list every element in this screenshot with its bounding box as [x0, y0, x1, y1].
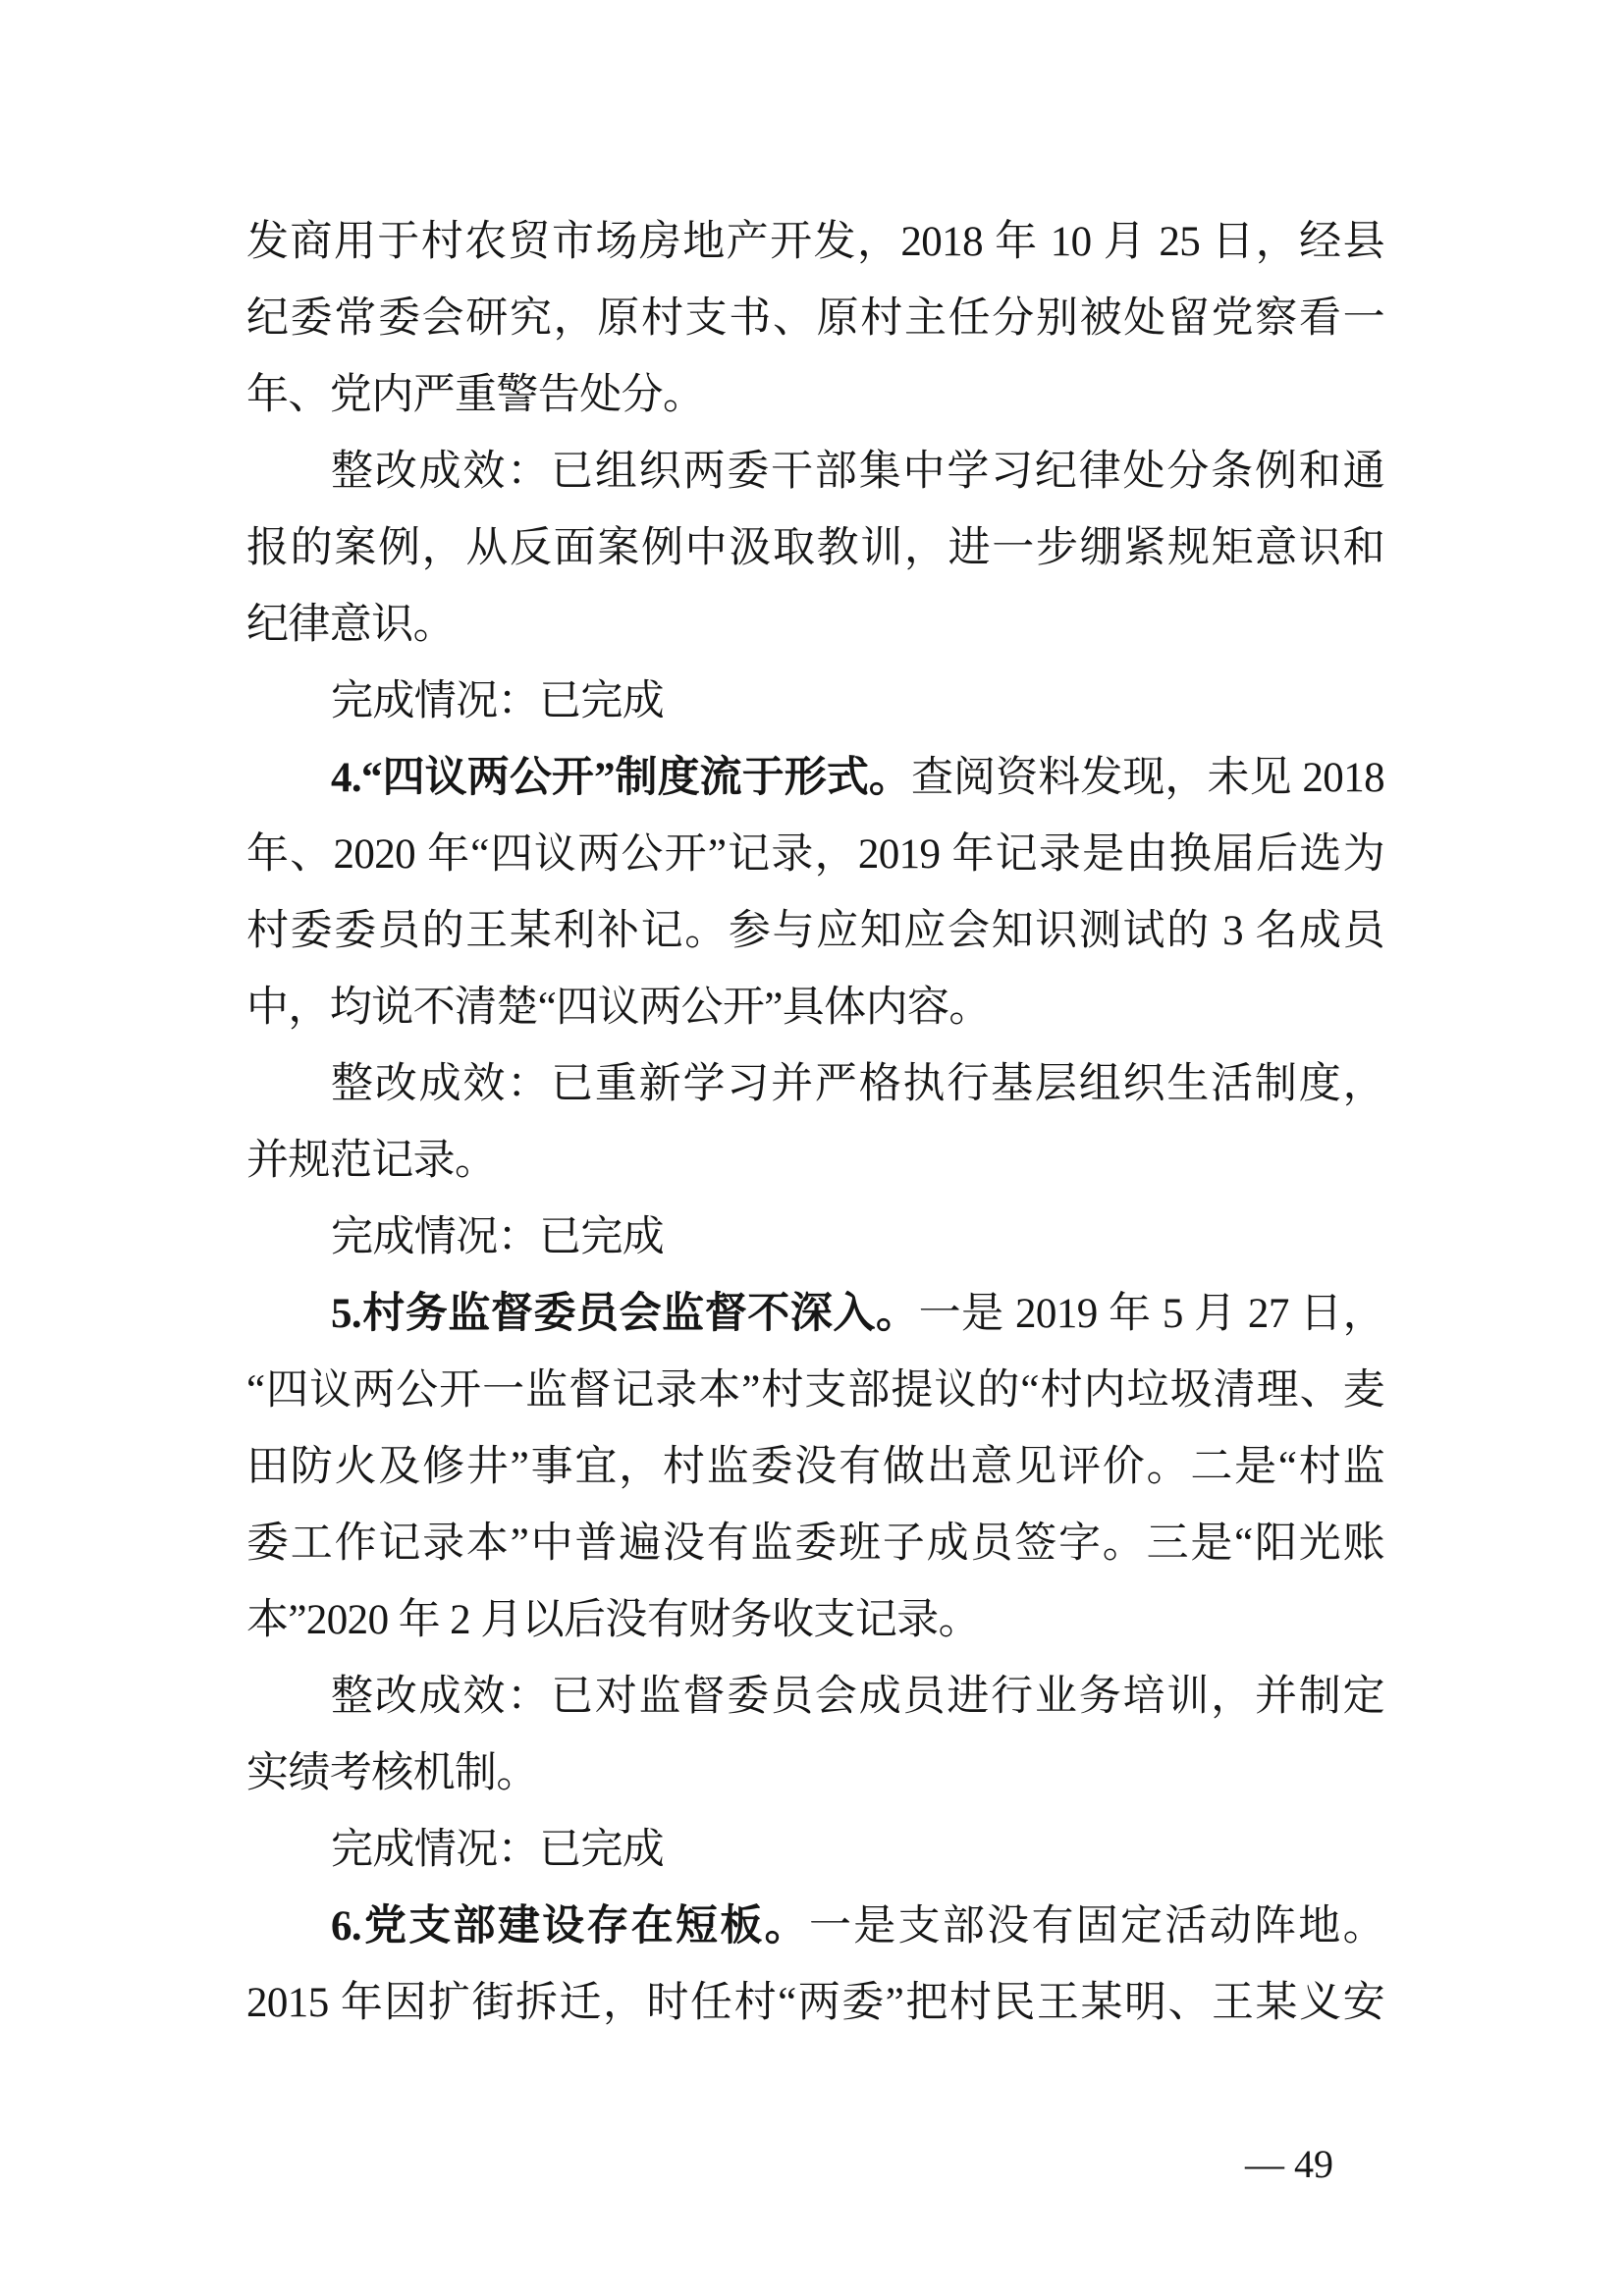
paragraph-rectification-result [246, 1659, 1384, 1812]
text-line: 本”2020 年 2 月以后没有财务收支记录。 [246, 1597, 981, 1643]
paragraph-issue-6 [246, 1889, 1384, 2042]
text-line: 纪委常委会研究，原村支书、原村主任分别被处留党察看一 [246, 295, 1384, 342]
document-body [246, 204, 1384, 2042]
issue-heading: 4.“四议两公开”制度流于形式。 [331, 755, 911, 801]
paragraph-rectification-result [246, 434, 1384, 664]
text-line: 并规范记录。 [246, 1138, 497, 1184]
text-line [246, 1276, 1384, 1353]
text-line: 完成情况：已完成 [331, 678, 665, 724]
text-line: 整改成效：已组织两委干部集中学习纪律处分条例和通 [331, 449, 1384, 495]
issue-text: 查阅资料发现，未见 2018 [910, 755, 1384, 801]
text-line: 整改成效：已对监督委员会成员进行业务培训，并制定 [331, 1674, 1384, 1720]
text-line: 田防火及修井”事宜，村监委没有做出意见评价。二是“村监 [246, 1444, 1384, 1490]
paragraph-continuation [246, 204, 1384, 434]
page-number: — 49 [1245, 2142, 1333, 2186]
paragraph-completion-status [246, 1200, 1384, 1276]
text-line: “四议两公开一监督记录本”村支部提议的“村内垃圾清理、麦 [246, 1367, 1384, 1414]
issue-heading: 6.党支部建设存在短板。 [331, 1903, 809, 1949]
text-line: 村委委员的王某利补记。参与应知应会知识测试的 3 名成员 [246, 908, 1384, 954]
text-line: 年、党内严重警告处分。 [246, 372, 705, 418]
text-line: 发商用于村农贸市场房地产开发，2018 年 10 月 25 日，经县 [246, 219, 1384, 265]
issue-text: 一是 2019 年 5 月 27 日， [918, 1291, 1385, 1337]
text-line: 年、2020 年“四议两公开”记录，2019 年记录是由换届后选为 [246, 831, 1384, 878]
text-line: 实绩考核机制。 [246, 1750, 538, 1796]
issue-heading: 5.村务监督委员会监督不深入。 [331, 1291, 919, 1337]
paragraph-issue-4 [246, 740, 1384, 1046]
text-line: 中，均说不清楚“四议两公开”具体内容。 [246, 985, 991, 1031]
issue-text: 一是支部没有固定活动阵地。 [808, 1903, 1384, 1949]
text-line: 完成情况：已完成 [331, 1827, 665, 1873]
text-line: 报的案例，从反面案例中汲取教训，进一步绷紧规矩意识和 [246, 525, 1384, 571]
text-line: 2015 年因扩街拆迁，时任村“两委”把村民王某明、王某义安 [246, 1980, 1384, 2026]
text-line: 完成情况：已完成 [331, 1214, 665, 1260]
text-line: 纪律意识。 [246, 602, 455, 648]
paragraph-issue-5 [246, 1276, 1384, 1659]
paragraph-completion-status [246, 1812, 1384, 1889]
paragraph-completion-status [246, 664, 1384, 740]
text-line: 整改成效：已重新学习并严格执行基层组织生活制度， [331, 1061, 1384, 1107]
text-line [246, 740, 1384, 817]
text-line [246, 1889, 1384, 1965]
paragraph-rectification-result [246, 1046, 1384, 1200]
text-line: 委工作记录本”中普遍没有监委班子成员签字。三是“阳光账 [246, 1521, 1384, 1567]
